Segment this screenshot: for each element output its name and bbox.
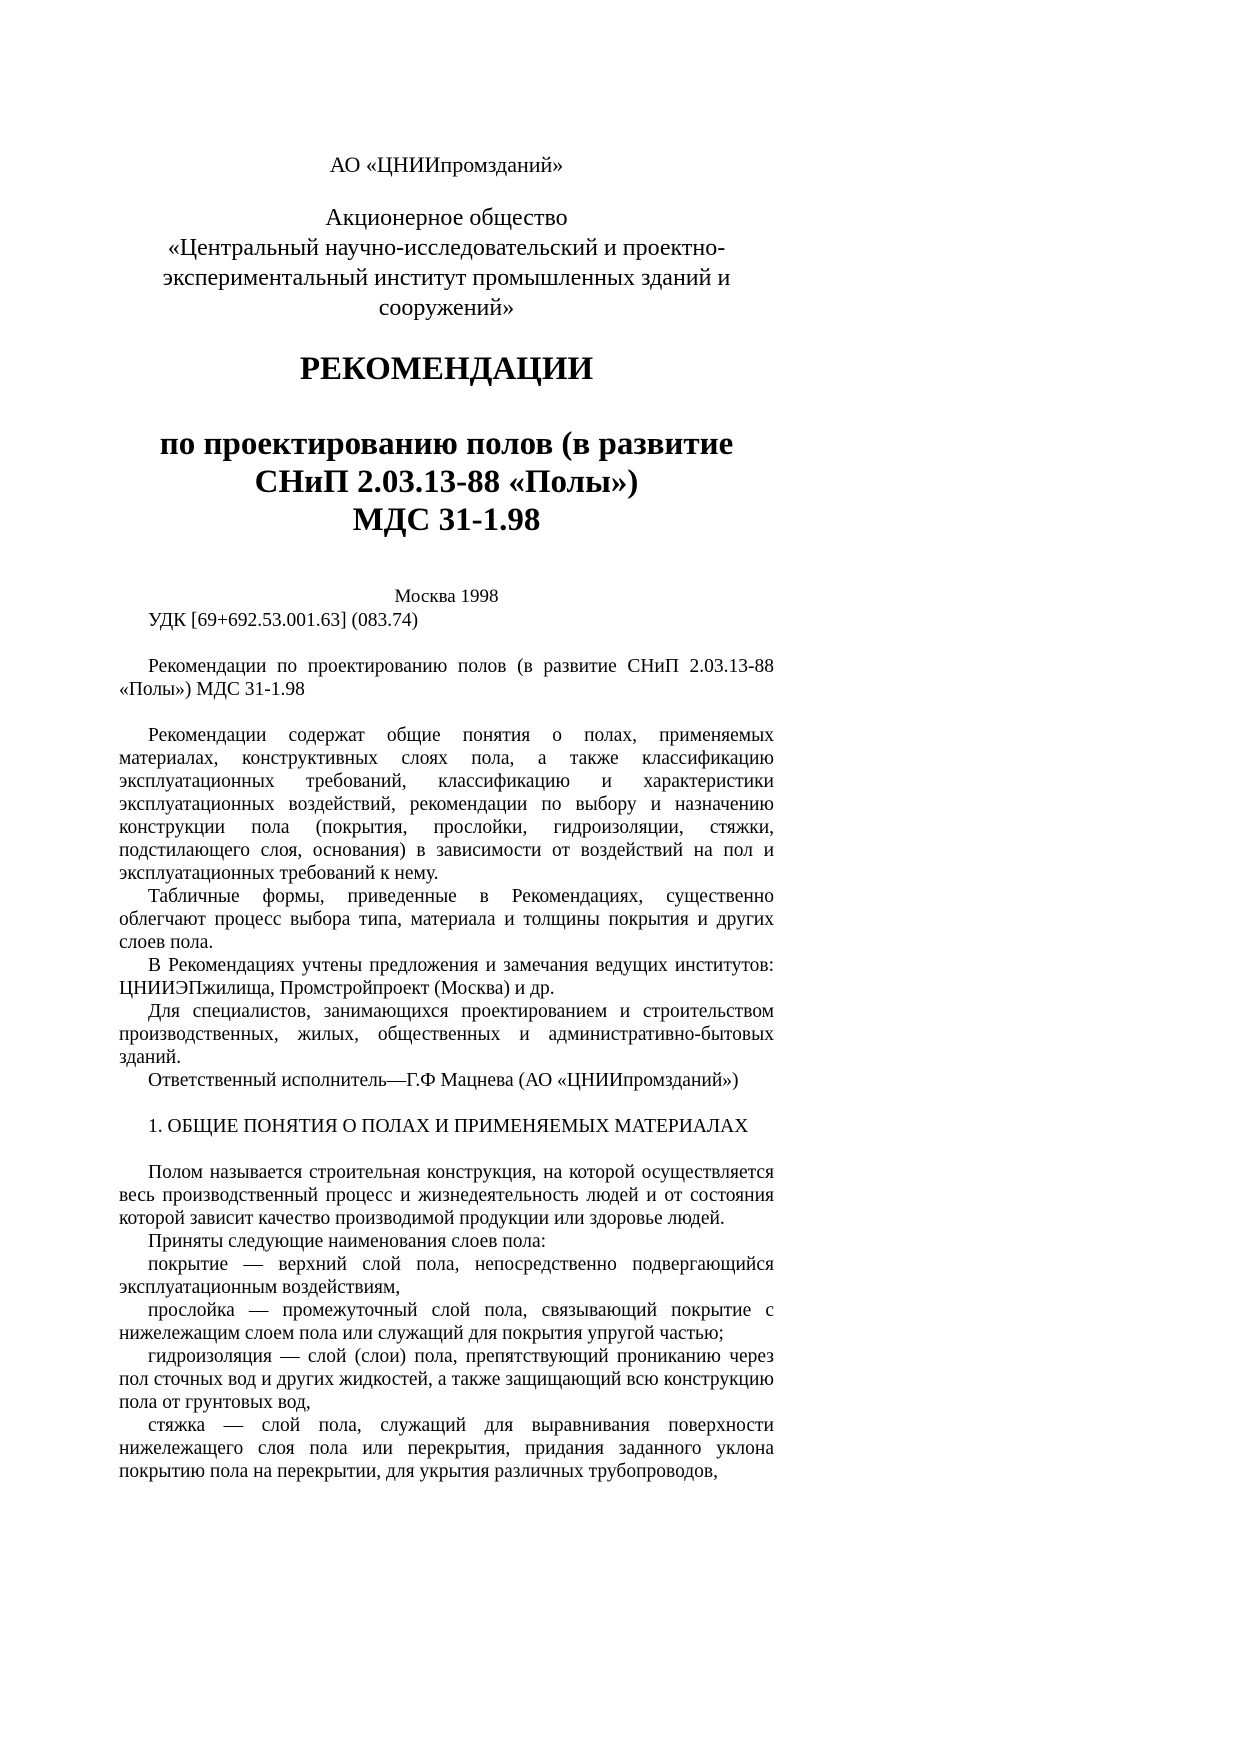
document-title-line: СНиП 2.03.13-88 «Полы») [254, 464, 639, 500]
definition-paragraph: прослойка — промежуточный слой пола, связывающий покрытие с нижележащим слоем пола или служащий для покрытия упругой частью; [119, 1300, 774, 1344]
organization-full-name-line: экспериментальный институт промышленных зданий и [162, 265, 731, 291]
definition-paragraph: гидроизоляция — слой (слои) пола, препятствующий прониканию через пол сточных вод и других жидкостей, а также защищающий всю конструкцию пола от грунтовых вод, [119, 1346, 774, 1413]
section-heading: 1. ОБЩИЕ ПОНЯТИЯ О ПОЛАХ И ПРИМЕНЯЕМЫХ МАТЕРИАЛАХ [148, 1116, 749, 1137]
document-title [119, 425, 774, 539]
definition-paragraph: покрытие — верхний слой пола, непосредственно подвергающийся эксплуатационным воздействиям, [119, 1254, 774, 1298]
document-body [119, 609, 774, 1483]
document-page [119, 0, 774, 1483]
document-title-line: по проектированию полов (в развитие [159, 426, 734, 462]
organization-full-name [119, 203, 774, 323]
citation-paragraph: Рекомендации по проектированию полов (в развитие СНиП 2.03.13-88 «Полы») МДС 31-1.98 [119, 656, 774, 700]
udk-code: УДК [69+692.53.001.63] (083.74) [148, 610, 419, 631]
responsible-executor: Ответственный исполнитель—Г.Ф Мацнева (АО «ЦНИИпромзданий») [148, 1070, 739, 1091]
organization-short-name: АО «ЦНИИпромзданий» [329, 152, 564, 177]
organization-full-name-line: «Центральный научно-исследовательский и проектно- [167, 235, 726, 261]
document-title-line: МДС 31-1.98 [352, 502, 541, 538]
organization-full-name-line: Акционерное общество [325, 205, 568, 231]
organization-full-name-line: сооружений» [378, 295, 515, 321]
section-paragraph: Приняты следующие наименования слоев пола: [148, 1231, 547, 1252]
definition-paragraph: стяжка — слой пола, служащий для выравнивания поверхности нижележащего слоя пола или перекрытия, придания заданного уклона покрытию пола на перекрытии, для укрытия различных трубопроводов, [119, 1415, 774, 1482]
city-year: Москва 1998 [394, 586, 499, 607]
abstract-paragraph: В Рекомендациях учтены предложения и замечания ведущих институтов: ЦНИИЭПжилища, Промстройпроект (Москва) и др. [119, 955, 774, 999]
section-paragraph: Полом называется строительная конструкция, на которой осуществляется весь производственный процесс и жизнедеятельность людей и от состояния которой зависит качество производимой продукции или здоровье людей. [119, 1162, 774, 1229]
document-kind-heading: РЕКОМЕНДАЦИИ [299, 351, 594, 387]
abstract-paragraph: Табличные формы, приведенные в Рекомендациях, существенно облегчают процесс выбора типа, материала и толщины покрытия и других слоев пола. [119, 886, 774, 953]
abstract-paragraph: Для специалистов, занимающихся проектированием и строительством производственных, жилых, общественных и административно-бытовых зданий. [119, 1001, 774, 1068]
abstract-paragraph: Рекомендации содержат общие понятия о полах, применяемых материалах, конструктивных слоях пола, а также классификацию эксплуатационных требований, классификацию и характеристики эксплуатационных воздействий, рекомендации по выбору и назначению конструкции пола (покрытия, прослойки, гидроизоляции, стяжки, подстилающего слоя, основания) в зависимости от воздействий на пол и эксплуатационных требований к нему. [119, 725, 774, 884]
